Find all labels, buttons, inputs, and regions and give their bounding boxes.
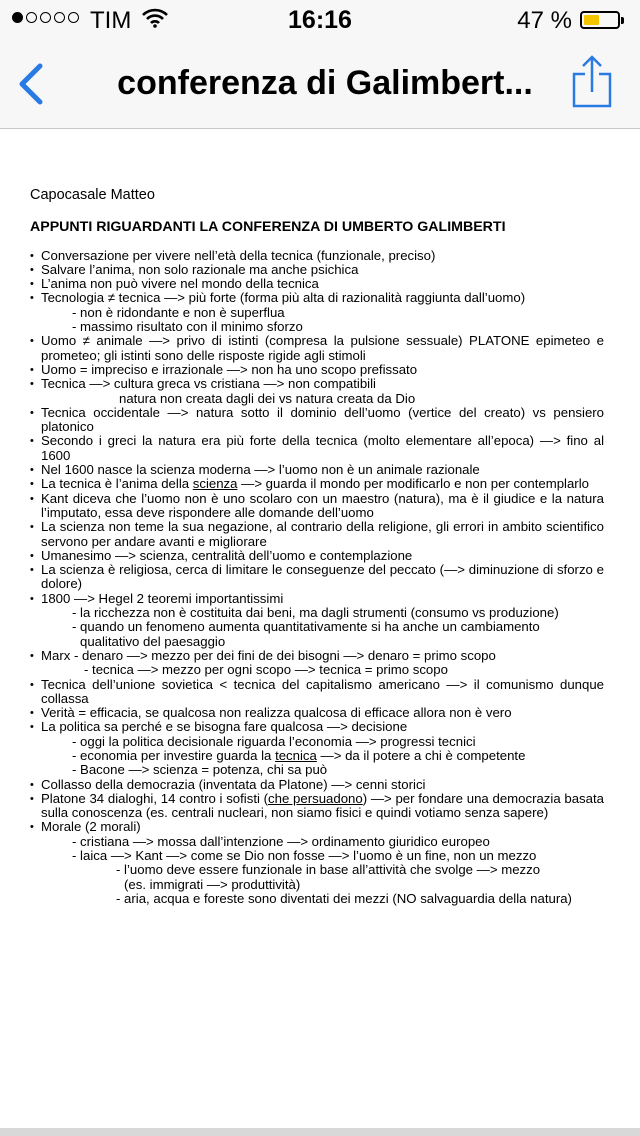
sub-item: - massimo risultato con il minimo sforzo <box>72 319 303 335</box>
document-heading: APPUNTI RIGUARDANTI LA CONFERENZA DI UMBERTO GALIMBERTI <box>30 219 506 236</box>
sub-sub-item: - aria, acqua e foreste sono diventati dei mezzi (NO salvaguardia della natura) <box>116 890 572 906</box>
sub-item: - la ricchezza non è costituita dai beni, ma dagli strumenti (consumo vs produzione) <box>72 605 559 621</box>
sub-sub-item: - l’uomo deve essere funzionale in base all’attività che svolge —> mezzo <box>116 862 541 878</box>
list-item: • Verità = efficacia, se qualcosa non realizza qualcosa di efficace allora non è vero <box>30 706 604 720</box>
carrier-name: TIM <box>90 7 132 34</box>
list-item: • Kant diceva che l’uomo non è uno scolaro con un maestro (natura), ma è il giudice e la natura l’imputato, essa deve rispondere alle domande dell’uomo <box>30 492 604 521</box>
list-item: • La scienza non teme la sua negazione, al contrario della religione, gli errori in ambito scientifico servono per andare avanti e migliorare <box>30 520 604 549</box>
sub-item: - laica —> Kant —> come se Dio non fosse —> l’uomo è un fine, non un mezzo <box>72 848 537 864</box>
list-item: • La politica sa perché e se bisogna fare qualcosa —> decisione <box>30 720 604 734</box>
sub-item: - tecnica —> mezzo per ogni scopo —> tecnica = primo scopo <box>84 662 448 678</box>
list-item <box>30 377 604 406</box>
item-text: —> da il potere a chi è competente <box>316 747 526 763</box>
item-text: Platone 34 dialoghi, 14 contro i sofisti ( <box>41 790 269 806</box>
share-button[interactable] <box>568 52 616 112</box>
list-item: • La scienza è religiosa, cerca di limitare le conseguenze del peccato (—> diminuzione di sforzo e dolore) <box>30 563 604 592</box>
list-item: • Uomo ≠ animale —> privo di istinti (compresa la pulsione sessuale) PLATONE epimeteo e prometeo; gli istinti sono delle risposte rigide agli stimoli <box>30 334 604 363</box>
list-item: • Uomo = impreciso e irrazionale —> non ha uno scopo prefissato <box>30 363 604 377</box>
item-text: —> guarda il mondo per modificarlo e non per contemplarlo <box>237 476 589 492</box>
sub-item <box>30 749 604 763</box>
list-item <box>30 477 604 491</box>
sub-item: - oggi la politica decisionale riguarda l’economia —> progressi tecnici <box>72 733 476 749</box>
underlined-text: tecnica <box>275 747 317 763</box>
list-item: • Collasso della democrazia (inventata da Platone) —> cenni storici <box>30 778 604 792</box>
sub-item: - quando un fenomeno aumenta quantitativamente si ha anche un cambiamento <box>72 619 540 635</box>
list-item: • Tecnica occidentale —> natura sotto il dominio dell’uomo (vertice del creato) vs pensiero platonico <box>30 406 604 435</box>
list-item: • Morale (2 morali) <box>30 820 604 834</box>
battery-icon <box>580 11 620 29</box>
underlined-text: che persuadono <box>268 790 363 806</box>
battery-fill <box>584 15 599 25</box>
document-title: conferenza di Galimbert... <box>117 64 533 102</box>
list-item: • Tecnologia ≠ tecnica —> più forte (forma più alta di razionalità raggiunta dall’uomo) <box>30 291 604 305</box>
navigation-bar <box>0 40 640 129</box>
list-item: • Salvare l’anima, non solo razionale ma anche psichica <box>30 263 604 277</box>
chevron-left-icon <box>10 52 60 112</box>
list-item: • Nel 1600 nasce la scienza moderna —> l’uomo non è un animale razionale <box>30 463 604 477</box>
sub-item: - cristiana —> mossa dall’intenzione —> ordinamento giuridico europeo <box>72 833 490 849</box>
list-item <box>30 792 604 821</box>
item-text: ) —> per fondare una democrazia basata sulla conoscenza (es. centrali nucleari, non siamo fisici e quindi votiamo senza sapere) <box>41 790 604 821</box>
list-item: • Marx - denaro —> mezzo per dei fini de dei bisogni —> denaro = primo scopo <box>30 649 604 663</box>
share-icon <box>568 52 616 112</box>
back-button[interactable] <box>10 52 60 112</box>
list-item: • L’anima non può vivere nel mondo della tecnica <box>30 277 604 291</box>
item-text: La tecnica è l’anima della <box>41 476 193 492</box>
item-text: - economia per investire guarda la <box>72 747 276 763</box>
list-item: • Umanesimo —> scienza, centralità dell’uomo e contemplazione <box>30 549 604 563</box>
list-item: • Tecnica dell’unione sovietica < tecnica del capitalismo americano —> il comunismo dunque collassa <box>30 678 604 707</box>
list-item: • Conversazione per vivere nell’età della tecnica (funzionale, preciso) <box>30 249 604 263</box>
list-item: • Secondo i greci la natura era più forte della tecnica (molto elementare all’epoca) —> fino al 1600 <box>30 434 604 463</box>
document-author: Capocasale Matteo <box>30 187 155 203</box>
item-continuation: natura non creata dagli dei vs natura creata da Dio <box>119 390 416 406</box>
bottom-toolbar-edge <box>0 1128 640 1136</box>
underlined-text: scienza <box>192 476 238 492</box>
status-bar <box>0 0 640 40</box>
sub-item-continuation: qualitativo del paesaggio <box>80 633 226 649</box>
list-item: • 1800 —> Hegel 2 teoremi importantissimi <box>30 592 604 606</box>
clock: 16:16 <box>288 6 352 34</box>
sub-item: - non è ridondante e non è superflua <box>72 304 285 320</box>
document-body <box>30 188 604 906</box>
battery-percent: 47 % <box>517 7 572 34</box>
sub-sub-item-continuation: (es. immigrati —> produttività) <box>124 876 301 892</box>
sub-item: - Bacone —> scienza = potenza, chi sa può <box>72 762 328 778</box>
item-text: Tecnica —> cultura greca vs cristiana —> non compatibili <box>41 376 376 392</box>
